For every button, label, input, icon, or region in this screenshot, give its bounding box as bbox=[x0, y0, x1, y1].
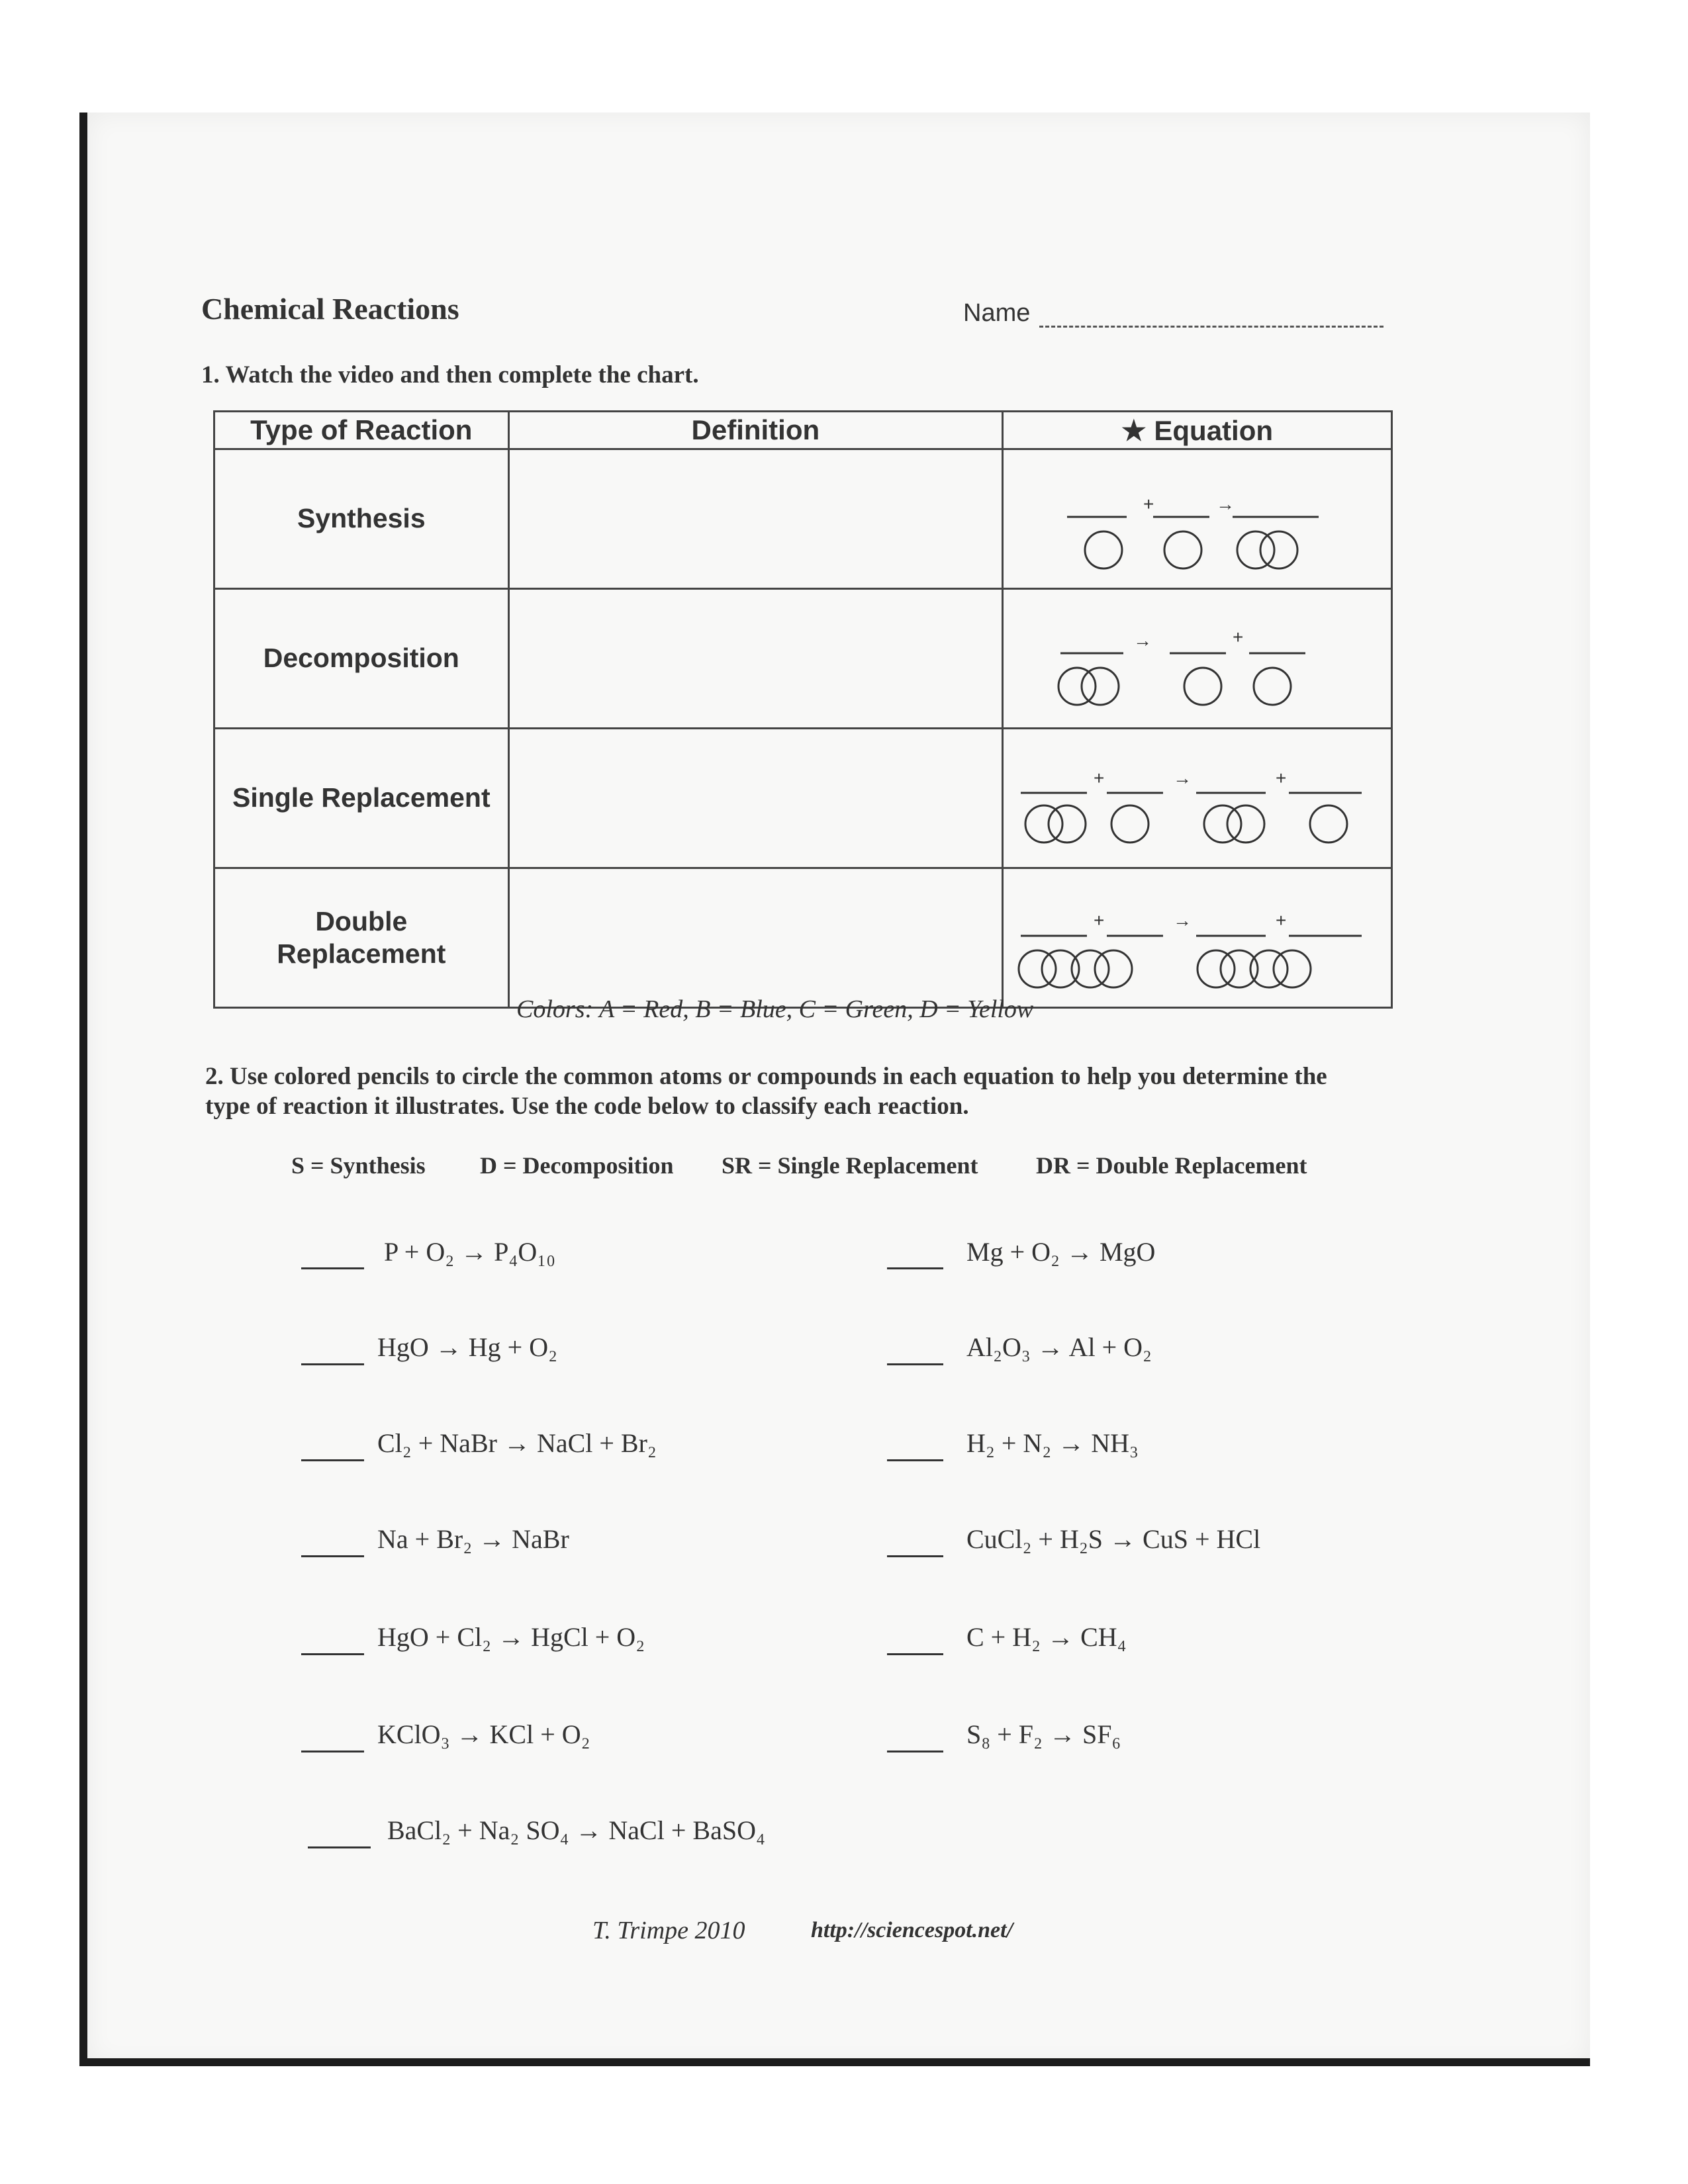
chart-row-decomposition bbox=[214, 589, 1392, 729]
arrow-sign: → bbox=[1173, 768, 1192, 788]
header-equation: ★ Equation bbox=[1003, 412, 1392, 449]
code-single-replacement: SR = Single Replacement bbox=[722, 1152, 978, 1179]
answer-blank-left-4[interactable] bbox=[301, 1555, 364, 1557]
reaction-left-5: HgO + Cl₂ → HgCl + O₂ bbox=[377, 1622, 645, 1652]
answer-blank-left-7[interactable] bbox=[308, 1846, 371, 1848]
paper-bottom-edge bbox=[79, 2058, 1590, 2066]
question-2-line-2: type of reaction it illustrates. Use the code below to classify each reaction. bbox=[205, 1093, 969, 1120]
reaction-right-2: Al₂O₃ → Al + O₂ bbox=[966, 1332, 1152, 1362]
header-definition: Definition bbox=[508, 412, 1002, 449]
equation-decomposition bbox=[1003, 589, 1392, 729]
reaction-right-5: C + H₂ → CH₄ bbox=[966, 1622, 1127, 1652]
reaction-left-3: Cl₂ + NaBr → NaCl + Br₂ bbox=[377, 1428, 657, 1458]
definition-decomposition[interactable] bbox=[508, 589, 1002, 729]
answer-blank-right-4[interactable] bbox=[887, 1555, 943, 1557]
reaction-left-7: BaCl₂ + Na₂ SO₄ → NaCl + BaSO₄ bbox=[387, 1815, 765, 1845]
reaction-left-2: HgO → Hg + O₂ bbox=[377, 1332, 558, 1362]
chart-row-single-replacement bbox=[214, 729, 1392, 868]
chart-row-synthesis bbox=[214, 449, 1392, 589]
code-decomposition: D = Decomposition bbox=[480, 1152, 674, 1179]
answer-blank-left-6[interactable] bbox=[301, 1751, 364, 1752]
reaction-left-4: Na + Br₂ → NaBr bbox=[377, 1524, 569, 1554]
arrow-sign: → bbox=[1173, 910, 1192, 931]
answer-blank-right-5[interactable] bbox=[887, 1653, 943, 1655]
plus-sign: + bbox=[1276, 768, 1287, 788]
equation-diagram-double-replacement bbox=[1004, 870, 1394, 1006]
plus-sign: + bbox=[1276, 910, 1287, 931]
credit-url[interactable]: http://sciencespot.net/ bbox=[811, 1918, 1013, 1942]
answer-blank-right-1[interactable] bbox=[887, 1267, 943, 1269]
plus-sign: + bbox=[1143, 494, 1154, 514]
reaction-right-6: S₈ + F₂ → SF₆ bbox=[966, 1719, 1121, 1749]
answer-blank-right-2[interactable] bbox=[887, 1363, 943, 1365]
question-2-line-1: 2. Use colored pencils to circle the common atoms or compounds in each equation to help you determine the bbox=[205, 1063, 1327, 1090]
name-field[interactable] bbox=[1039, 326, 1383, 328]
answer-blank-right-3[interactable] bbox=[887, 1459, 943, 1461]
chart-row-double-replacement bbox=[214, 868, 1392, 1008]
code-double-replacement: DR = Double Replacement bbox=[1036, 1152, 1307, 1179]
reaction-right-4: CuCl₂ + H₂S → CuS + HCl bbox=[966, 1524, 1261, 1554]
answer-blank-left-3[interactable] bbox=[301, 1459, 364, 1461]
plus-sign: + bbox=[1094, 768, 1105, 788]
question-1: 1. Watch the video and then complete the chart. bbox=[201, 361, 699, 388]
answer-blank-left-1[interactable] bbox=[301, 1267, 364, 1269]
plus-sign: + bbox=[1233, 627, 1244, 647]
answer-blank-right-6[interactable] bbox=[887, 1751, 943, 1752]
type-double-replacement: Double Replacement bbox=[214, 868, 509, 1008]
reaction-left-6: KClO₃ → KCl + O₂ bbox=[377, 1719, 590, 1749]
chart-header-row bbox=[214, 412, 1392, 449]
answer-blank-left-5[interactable] bbox=[301, 1653, 364, 1655]
credit-author: T. Trimpe 2010 bbox=[592, 1917, 745, 1944]
equation-diagram-decomposition bbox=[1004, 590, 1394, 727]
reaction-left-1: P + O₂ → P₄O₁₀ bbox=[384, 1237, 556, 1267]
reaction-right-1: Mg + O₂ → MgO bbox=[966, 1237, 1156, 1267]
reaction-right-3: H₂ + N₂ → NH₃ bbox=[966, 1428, 1139, 1458]
definition-single-replacement[interactable] bbox=[508, 729, 1002, 868]
paper-left-edge bbox=[79, 113, 87, 2065]
page-title: Chemical Reactions bbox=[201, 292, 459, 326]
equation-diagram-single-replacement bbox=[1004, 730, 1394, 866]
arrow-sign: → bbox=[1133, 630, 1152, 651]
arrow-sign: → bbox=[1216, 494, 1235, 514]
reaction-chart bbox=[213, 410, 1393, 1009]
equation-synthesis bbox=[1003, 449, 1392, 589]
type-decomposition: Decomposition bbox=[214, 589, 509, 729]
type-single-replacement: Single Replacement bbox=[214, 729, 509, 868]
colors-key: Colors: A = Red, B = Blue, C = Green, D = Yellow bbox=[516, 995, 1034, 1023]
header-type: Type of Reaction bbox=[214, 412, 509, 449]
definition-double-replacement[interactable] bbox=[508, 868, 1002, 1008]
equation-diagram-synthesis bbox=[1004, 451, 1394, 587]
plus-sign: + bbox=[1094, 910, 1105, 931]
name-label: Name bbox=[963, 299, 1031, 327]
equation-double-replacement bbox=[1003, 868, 1392, 1008]
code-synthesis: S = Synthesis bbox=[291, 1152, 426, 1179]
equation-single-replacement bbox=[1003, 729, 1392, 868]
type-synthesis: Synthesis bbox=[214, 449, 509, 589]
answer-blank-left-2[interactable] bbox=[301, 1363, 364, 1365]
definition-synthesis[interactable] bbox=[508, 449, 1002, 589]
